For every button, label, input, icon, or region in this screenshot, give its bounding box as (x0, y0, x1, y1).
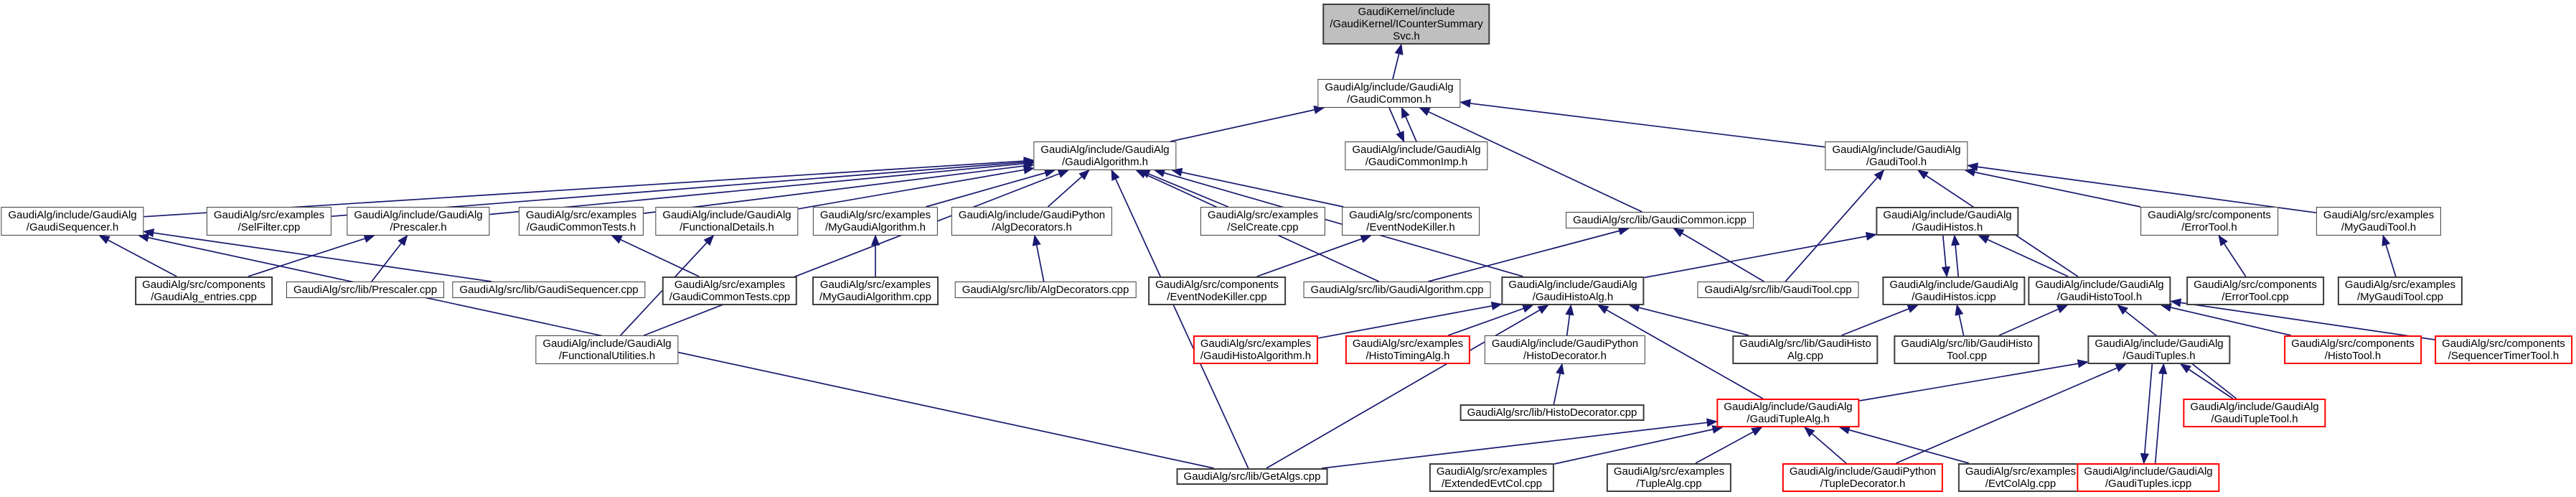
graph-node-label: GaudiAlg/include/GaudiAlg (1832, 144, 1961, 156)
graph-node-tuplealg_h[interactable] (1716, 399, 1859, 427)
graph-node-label: GaudiAlg/include/GaudiAlg (662, 209, 791, 221)
include-edge-evtcolalg-to-tuplealg_h (1840, 427, 1969, 463)
graph-node-label: GaudiAlg/include/GaudiAlg (1508, 279, 1637, 291)
graph-node-prescaler_h[interactable] (347, 207, 489, 236)
graph-node-eventnodekiller_h[interactable] (1342, 207, 1480, 236)
include-edge-tupletool_h-to-tuples_h (2181, 364, 2233, 399)
graph-node-tuples_h[interactable] (2087, 335, 2230, 364)
graph-node-histotool_h[interactable] (2028, 277, 2171, 305)
graph-node-label: /GaudiHistoAlgorithm.h (1200, 350, 1312, 362)
include-edge-histoalg_cpp-to-histos_icpp (1842, 305, 1918, 335)
graph-node-label: /GaudiTupleAlg.h (1747, 413, 1830, 425)
include-edge-common-to-commonimp (1389, 108, 1404, 141)
graph-node-label: GaudiAlg/src/components (142, 279, 265, 291)
graph-node-label: GaudiAlg/include/GaudiAlg (542, 338, 672, 350)
graph-node-gaudihistoalgorithm_h[interactable] (1193, 335, 1318, 364)
graph-node-getalgs[interactable] (1177, 468, 1328, 485)
graph-node-label: /GaudiTupleTool.h (2211, 413, 2298, 425)
graph-node-algorithm_cpp[interactable] (1304, 282, 1491, 298)
graph-node-histos_icpp[interactable] (1882, 277, 2025, 305)
graph-node-label: /GaudiTuples.icpp (2105, 478, 2192, 490)
include-edge-gaudihistoalgorithm_h-to-histoalg_h (1318, 305, 1501, 338)
graph-node-algdecorators_h[interactable] (951, 207, 1112, 236)
graph-node-seqtimertool[interactable] (2435, 335, 2572, 364)
graph-node-label: /GaudiTuples.h (2123, 350, 2196, 362)
graph-node-label: /MyGaudiTool.h (2341, 221, 2417, 233)
graph-node-histotiminalg[interactable] (1345, 335, 1470, 364)
graph-node-common[interactable] (1317, 79, 1460, 108)
graph-node-label: /TupleAlg.cpp (1636, 478, 1702, 490)
graph-node-label: GaudiAlg/src/components (2194, 279, 2317, 291)
graph-node-label: GaudiAlg/src/examples (1436, 465, 1548, 478)
graph-node-label: GaudiAlg/src/components (2291, 338, 2415, 350)
graph-node-label: GaudiAlg/src/components (1349, 209, 1472, 221)
graph-node-evtcolalg[interactable] (1958, 463, 2083, 492)
include-edge-tuples_icpp-to-tuples_h (2156, 364, 2164, 463)
graph-node-label: GaudiAlg/include/GaudiAlg (1724, 401, 1853, 413)
graph-node-mygaudialg_h[interactable] (813, 207, 938, 236)
graph-node-mygaudialg_cpp[interactable] (812, 277, 939, 305)
include-edge-histotiminalg-to-histoalg_h (1448, 305, 1533, 335)
graph-node-label: GaudiAlg/include/GaudiAlg (8, 209, 137, 221)
include-edge-histos_icpp-to-histos_h (1955, 236, 1958, 277)
include-edge-funcutils-to-algorithm (644, 170, 1068, 335)
include-edge-histoalg_cpp-to-histoalg_h (1630, 305, 1749, 335)
include-edge-prescaler_cpp-to-prescaler_h (372, 236, 408, 282)
graph-node-funcdetails[interactable] (655, 207, 798, 236)
include-edge-commontests_cpp-to-commontests_h (612, 236, 700, 277)
graph-node-extendedevtcol[interactable] (1429, 463, 1554, 492)
graph-node-label: GaudiAlg/src/lib/GaudiAlgorithm.cpp (1310, 284, 1484, 296)
graph-node-label: GaudiAlg/src/lib/AlgDecorators.cpp (962, 284, 1129, 296)
include-edge-eventnodekiller_h-to-algorithm (1172, 170, 1344, 207)
graph-node-label: GaudiAlg/include/GaudiPython (1491, 338, 1639, 350)
graph-node-label: /GaudiHistos.h (1912, 221, 1983, 233)
include-edge-mygauditool_h-to-tool (1968, 166, 2316, 213)
graph-node-label: /AlgDecorators.h (992, 221, 1072, 233)
graph-node-commontests_h[interactable] (519, 207, 644, 236)
graph-node-label: GaudiAlg/src/lib/GaudiTool.cpp (1704, 284, 1852, 296)
graph-node-label: GaudiAlg/src/examples (1613, 465, 1725, 478)
graph-node-sequencer[interactable] (1, 207, 144, 236)
graph-node-label: Svc.h (1393, 30, 1420, 42)
graph-node-label: GaudiAlg/include/GaudiPython (1789, 465, 1937, 478)
graph-node-commonimp[interactable] (1345, 141, 1487, 170)
graph-node-funcutils[interactable] (535, 335, 678, 364)
graph-node-tupletool_h[interactable] (2183, 399, 2326, 427)
graph-node-label: GaudiAlg/src/lib/GaudiCommon.icpp (1573, 214, 1747, 226)
include-edge-histoalg_h-to-histos_h (1645, 235, 1876, 278)
graph-node-label: /MyGaudiAlgorithm.h (824, 221, 926, 233)
graph-node-label: GaudiAlg/include/GaudiAlg (2095, 338, 2224, 350)
graph-node-selcreate[interactable] (1200, 207, 1325, 236)
graph-node-histoalg_h[interactable] (1501, 277, 1644, 305)
graph-node-label: GaudiAlg/src/examples (2344, 279, 2456, 291)
graph-node-errortool_cpp[interactable] (2186, 277, 2324, 305)
graph-node-tupledecorator[interactable] (1782, 463, 1943, 492)
include-edge-algorithm_cpp-to-common_icpp (1428, 228, 1628, 282)
graph-node-label: /GaudiAlg_entries.cpp (151, 291, 257, 303)
graph-node-label: /GaudiHistoAlg.h (1532, 291, 1614, 303)
graph-node-selfilter[interactable] (207, 207, 332, 236)
graph-node-label: /FunctionalDetails.h (680, 221, 774, 233)
include-edge-histos_h-to-histos_icpp (1943, 236, 1947, 277)
graph-node-label: GaudiAlg/src/lib/GaudiHisto (1901, 338, 2033, 350)
include-edge-algdecorators_cpp-to-algdecorators_h (1035, 236, 1044, 282)
graph-node-label: /GaudiCommonTests.cpp (669, 291, 791, 303)
graph-node-label: GaudiAlg/src/examples (819, 209, 931, 221)
graph-node-label: GaudiAlg/include/GaudiAlg (1883, 209, 2012, 221)
graph-node-label: GaudiAlg/include/GaudiAlg (1889, 279, 2018, 291)
graph-node-label: /MyGaudiTool.cpp (2356, 291, 2444, 303)
include-edge-extendedevtcol-to-tuplealg_h (1554, 427, 1722, 464)
graph-node-prescaler_cpp[interactable] (286, 282, 444, 298)
graph-node-label: /HistoDecorator.h (1523, 350, 1607, 362)
graph-node-label: GaudiAlg/src/examples (819, 279, 931, 291)
graph-node-label: GaudiAlg/src/examples (1965, 465, 2077, 478)
graph-node-histotool_comp[interactable] (2284, 335, 2422, 364)
graph-node-label: /HistoTimingAlg.h (1365, 350, 1450, 362)
graph-node-label: GaudiAlg/include/GaudiAlg (1352, 144, 1481, 156)
graph-node-algdecorators_cpp[interactable] (955, 282, 1137, 298)
graph-node-label: /GaudiTool.h (1866, 156, 1927, 168)
graph-node-label: GaudiAlg/src/lib/GaudiHisto (1739, 338, 1871, 350)
graph-node-label: GaudiKernel/include (1358, 6, 1455, 18)
graph-node-label: GaudiAlg/include/GaudiAlg (354, 209, 483, 221)
graph-node-label: GaudiAlg/src/lib/GaudiSequencer.cpp (459, 284, 639, 296)
graph-node-label: Alg.cpp (1787, 350, 1824, 362)
graph-node-common_icpp[interactable] (1566, 212, 1754, 228)
graph-node-label: /Prescaler.h (390, 221, 447, 233)
include-edge-algorithm-to-common (1170, 108, 1324, 141)
graph-node-label: /GaudiCommon.h (1347, 93, 1432, 106)
graph-node-label: /SelFilter.cpp (238, 221, 301, 233)
include-edge-common-to-svc (1393, 45, 1401, 79)
graph-node-commontests_cpp[interactable] (662, 277, 797, 305)
graph-node-histodecorator_h[interactable] (1485, 335, 1645, 364)
graph-node-label: GaudiAlg/src/examples (2323, 209, 2435, 221)
graph-node-label: Tool.cpp (1947, 350, 1987, 362)
graph-node-label: GaudiAlg/src/examples (213, 209, 325, 221)
graph-node-mygauditool_h[interactable] (2316, 207, 2441, 236)
include-edge-errortool_cpp-to-errortool_h (2219, 236, 2246, 277)
graph-node-tuplealg_cpp[interactable] (1607, 463, 1731, 492)
graph-node-label: GaudiAlg/include/GaudiAlg (2190, 401, 2319, 413)
include-edge-tool-to-common (1461, 102, 1825, 147)
graph-node-label: /ErrorTool.cpp (2222, 291, 2289, 303)
graph-node-label: /HistoTool.h (2324, 350, 2382, 362)
include-edge-histotool_cpp-to-histos_icpp (1957, 305, 1963, 335)
include-edge-commonimp-to-common (1402, 108, 1417, 141)
include-edge-tuples_h-to-tuples_icpp (2144, 364, 2153, 463)
graph-node-svc (1322, 4, 1490, 45)
graph-node-entries[interactable] (135, 277, 273, 305)
include-edge-seqtimertool-to-histotool_h (2171, 302, 2435, 340)
include-edge-tuplealg_cpp-to-tuplealg_h (1696, 427, 1762, 463)
include-edge-getalgs-to-tuplealg_h (1322, 422, 1716, 468)
include-edge-histotool_cpp-to-histotool_h (1999, 305, 2067, 335)
graph-node-label: GaudiAlg/src/lib/HistoDecorator.cpp (1467, 407, 1637, 419)
graph-node-label: /SelCreate.cpp (1227, 221, 1299, 233)
graph-node-label: GaudiAlg/src/components (1155, 279, 1279, 291)
graph-node-label: /GaudiCommonTests.h (526, 221, 636, 233)
include-edge-getalgs-to-histoalg_h (1266, 305, 1548, 468)
graph-node-histos_h[interactable] (1876, 207, 2018, 236)
graph-node-label: /ErrorTool.h (2181, 221, 2237, 233)
graph-node-label: /GaudiHistos.icpp (1912, 291, 1996, 303)
graph-node-label: /FunctionalUtilities.h (558, 350, 656, 362)
include-edge-errortool_h-to-tool (1965, 170, 2140, 207)
graph-node-label: GaudiAlg/include/GaudiAlg (1040, 144, 1170, 156)
graph-node-tool[interactable] (1825, 141, 1968, 170)
graph-node-tool_cpp[interactable] (1697, 282, 1858, 298)
graph-node-label: /EventNodeKiller.h (1366, 221, 1455, 233)
graph-node-sequencer_cpp[interactable] (452, 282, 645, 298)
include-edge-histotool_h-to-histos_h (1979, 236, 2069, 277)
graph-node-histotool_cpp[interactable] (1894, 335, 2039, 364)
graph-node-histodecorator_cpp[interactable] (1460, 404, 1645, 421)
graph-node-label: GaudiAlg/src/lib/Prescaler.cpp (293, 284, 438, 296)
graph-node-label: /EventNodeKiller.cpp (1167, 291, 1267, 303)
include-edge-tool_cpp-to-common_icpp (1674, 228, 1764, 282)
graph-node-label: /MyGaudiAlgorithm.cpp (819, 291, 931, 303)
graph-node-tuples_icpp[interactable] (2077, 463, 2219, 492)
graph-node-histoalg_cpp[interactable] (1732, 335, 1878, 364)
graph-node-label: /ExtendedEvtCol.cpp (1441, 478, 1543, 490)
graph-node-label: GaudiAlg/src/components (2148, 209, 2271, 221)
include-edge-histodecorator_cpp-to-histodecorator_h (1553, 364, 1562, 404)
graph-node-label: GaudiAlg/src/examples (1352, 338, 1464, 350)
graph-node-label: GaudiAlg/include/GaudiAlg (1325, 81, 1454, 93)
graph-node-label: GaudiAlg/src/examples (1200, 338, 1312, 350)
graph-node-label: /GaudiAlgorithm.h (1061, 156, 1149, 168)
graph-node-label: GaudiAlg/src/examples (1207, 209, 1319, 221)
graph-node-algorithm[interactable] (1033, 141, 1176, 170)
graph-node-label: /GaudiKernel/ICounterSummary (1330, 18, 1483, 30)
graph-node-label: /SequencerTimerTool.h (2448, 350, 2559, 362)
graph-node-mygauditool_cpp[interactable] (2338, 277, 2463, 305)
graph-node-label: GaudiAlg/include/GaudiAlg (2035, 279, 2164, 291)
graph-node-label: GaudiAlg/src/components (2442, 338, 2565, 350)
graph-node-label: /EvtColAlg.cpp (1985, 478, 2056, 490)
include-edge-mygauditool_cpp-to-mygauditool_h (2383, 236, 2396, 277)
include-edge-entries-to-prescaler_h (248, 236, 375, 277)
graph-node-label: GaudiAlg/include/GaudiPython (958, 209, 1106, 221)
graph-node-label: /GaudiCommonImp.h (1365, 156, 1468, 168)
graph-node-label: GaudiAlg/include/GaudiAlg (2084, 465, 2213, 478)
graph-node-label: GaudiAlg/src/examples (525, 209, 637, 221)
include-edge-tool_cpp-to-tool (1785, 170, 1884, 282)
include-edge-tupledecorator-to-tuplealg_h (1805, 427, 1846, 463)
graph-node-label: GaudiAlg/src/examples (674, 279, 786, 291)
graph-node-label: GaudiAlg/src/lib/GetAlgs.cpp (1183, 470, 1321, 483)
graph-node-errortool_h[interactable] (2140, 207, 2278, 236)
include-edge-selcreate-to-algorithm (1139, 170, 1228, 207)
include-edge-histodecorator_h-to-histoalg_h (1567, 305, 1571, 335)
graph-node-label: /GaudiHistoTool.h (2056, 291, 2143, 303)
include-edge-tupledecorator-to-tuples_h (1896, 364, 2125, 463)
graph-node-eventnodekiller_cpp[interactable] (1148, 277, 1286, 305)
graph-node-label: /GaudiSequencer.h (26, 221, 119, 233)
graph-node-label: /TupleDecorator.h (1820, 478, 1906, 490)
